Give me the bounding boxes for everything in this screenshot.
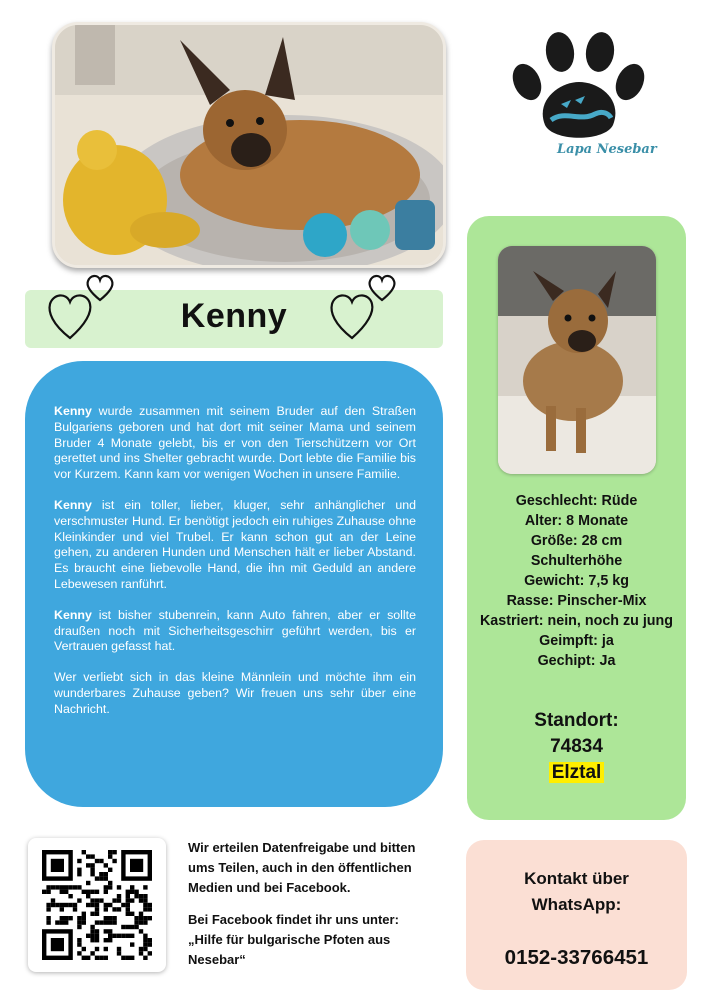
location-zip: 74834 [550, 736, 603, 757]
paragraph-text: ist bisher stubenrein, kann Auto fahren, aber er sollte draußen noch mit Sicherheitsgeschirr geführt werden, bis er Vertrauen gefasst hat. [54, 607, 416, 654]
fact-size-note: Schulterhöhe [530, 553, 623, 569]
dog-name-inline: Kenny [54, 607, 92, 622]
dog-name-inline: Kenny [54, 404, 92, 418]
description-paragraph-4 [54, 670, 416, 717]
contact-phone[interactable]: 0152-33766451 [504, 946, 649, 969]
facebook-group-name: „Hilfe für bulgarische Pfoten aus Nesebar“ [188, 932, 391, 967]
facts-list [475, 491, 678, 671]
contact-channel: WhatsApp: [531, 895, 622, 914]
logo-text: Lapa Nesebar [557, 142, 657, 157]
share-notice [188, 838, 428, 982]
dog-name-inline: Kenny [54, 497, 92, 512]
location-place: Elztal [549, 762, 605, 783]
dog-name-title: Kenny [180, 297, 288, 335]
facebook-notice [188, 910, 428, 970]
contact-heading: Kontakt über [524, 869, 629, 888]
fact-chipped: Gechipt: Ja [537, 653, 616, 669]
dog-standing-image [498, 246, 656, 474]
contact-title [466, 866, 687, 918]
dog-lying-on-bed-image [55, 25, 443, 265]
description-paragraph-2 [54, 498, 416, 593]
dog-photo-standing [498, 246, 656, 474]
share-notice-text: Wir erteilen Datenfreigabe und bitten ums Teilen, auch in den öffentlichen Medien und bei Facebook. [188, 840, 416, 895]
fact-age: Alter: 8 Monate [524, 513, 629, 529]
paragraph-text: ist ein toller, lieber, kluger, sehr anhänglicher und verschmuster Hund. Er benötigt jedoch ein ruhiges Zuhause ohne Kleinkinder und viel Trubel. Er kann schon gut an der Leine gehen, zu anderen Hunden und Menschen hält er lieber Abstand. Es braucht eine liebevolle Hand, die ihn mit Geduld an andere Lebewesen ranführt. [54, 497, 416, 591]
description-paragraph-3 [54, 608, 416, 655]
fact-vaccinated: Geimpft: ja [539, 633, 614, 649]
fact-breed: Rasse: Pinscher-Mix [506, 593, 647, 609]
paragraph-text: Wer verliebt sich in das kleine Männlein und möchte ihm ein wunderbares Zuhause geben? Wir freuen uns sehr über eine Nachricht. [54, 670, 416, 716]
facebook-suffix: findet ihr uns unter: [272, 912, 399, 927]
location-block [475, 708, 678, 786]
hearts-right-icon [328, 272, 408, 344]
fact-size: Größe: 28 cm [530, 533, 623, 549]
dog-photo-main [52, 22, 446, 268]
lapa-nesebar-logo [505, 30, 670, 170]
qr-code[interactable] [28, 838, 166, 972]
facebook-label: Facebook [211, 912, 273, 927]
qr-code-image [28, 838, 166, 972]
description-text [54, 404, 416, 733]
fact-weight: Gewicht: 7,5 kg [524, 573, 629, 589]
fact-neutered: Kastriert: nein, noch zu jung [479, 613, 673, 629]
fact-gender: Geschlecht: Rüde [515, 493, 638, 509]
description-paragraph-1 [54, 404, 416, 483]
location-label: Standort: [534, 710, 619, 731]
paw-icon [505, 30, 670, 145]
facebook-prefix: Bei [188, 912, 212, 927]
paragraph-text: wurde zusammen mit seinem Bruder auf den Straßen Bulgariens geboren und hat dort mit seiner Mama und seinem Bruder 4 Monate gelebt, bis er von den Tierschützern vor Ort gerettet und ins Shelter gebracht wurde. Dort lebte die Familie bis vor Kurzem. Kann kam vor wenigen Wochen in unsere Familie. [54, 404, 416, 482]
